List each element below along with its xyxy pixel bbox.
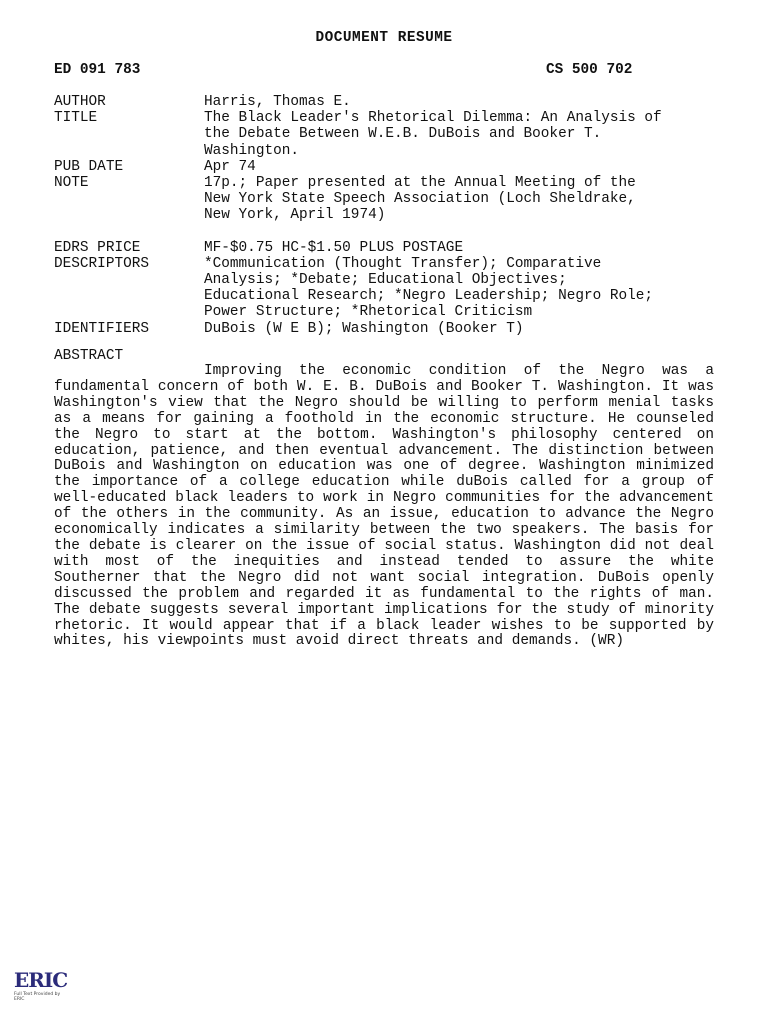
field-spacer [54, 224, 734, 240]
field-label: NOTE [54, 175, 89, 192]
field-value: Apr 74 [204, 158, 256, 175]
field-label: PUB DATE [54, 158, 124, 175]
metadata-fields [54, 94, 734, 337]
ed-number: ED 091 783 [54, 62, 141, 78]
field-label: EDRS PRICE [54, 239, 141, 256]
field-edrs-price [54, 240, 734, 256]
field-label: DESCRIPTORS [54, 255, 149, 272]
cs-number: CS 500 702 [546, 62, 633, 78]
field-value: The Black Leader's Rhetorical Dilemma: An Analysis of the Debate Between W.E.B. DuBois and Booker T. Washington. [204, 110, 662, 159]
field-title [54, 110, 734, 159]
eric-logo [14, 968, 68, 1006]
field-label: IDENTIFIERS [54, 320, 149, 337]
field-author [54, 94, 734, 110]
abstract-text: Improving the economic condition of the Negro was a fundamental concern of both W. E. B. DuBois and Booker T. Washington. It was Washington's view that the Negro should be willing to perform menial tasks as a means for gaining a foothold in the economic structure. He counseled the Negro to start at the bottom. Washington's philosophy centered on education, patience, and then eventual advancement. The distinction between DuBois and Washington on education was one of degree. Washington minimized the importance of a college education while duBois called for a group of well-educated black leaders to work in Negro communities for the advancement of the others in the community. As an issue, education to advance the Negro economically indicates a similarity between the two speakers. The basis for the debate is clearer on the issue of social status. Washington did not deal with most of the inequities and instead tended to assure the white Southerner that the Negro did not want social integration. DuBois openly discussed the problem and regarded it as fundamental to the rights of man. The debate suggests several important implications for the study of minority rhetoric. It would appear that if a black leader wishes to be supported by whites, his viewpoints must avoid direct threats and demands. (WR) [54, 363, 714, 650]
field-label: TITLE [54, 110, 98, 127]
field-value: Harris, Thomas E. [204, 94, 351, 110]
field-note [54, 175, 734, 224]
field-value: 17p.; Paper presented at the Annual Meeting of the New York State Speech Association (Loch Sheldrake, New York, April 1974) [204, 175, 636, 224]
field-descriptors [54, 256, 734, 321]
document-heading: DOCUMENT RESUME [315, 30, 453, 46]
eric-logo-subtext: Full Text Provided by ERIC [14, 992, 61, 1002]
field-pub-date [54, 159, 734, 175]
field-value: MF-$0.75 HC-$1.50 PLUS POSTAGE [204, 239, 464, 256]
field-value: *Communication (Thought Transfer); Comparative Analysis; *Debate; Educational Objectives; Educational Research; *Negro Leadership; Negro Role; Power Structure; *Rhetorical Criticism [204, 255, 654, 321]
field-identifiers [54, 321, 734, 337]
field-label: AUTHOR [54, 94, 106, 110]
abstract-label: ABSTRACT [54, 348, 124, 364]
field-value: DuBois (W E B); Washington (Booker T) [204, 320, 524, 337]
eric-logo-text: ERIC [14, 968, 68, 992]
